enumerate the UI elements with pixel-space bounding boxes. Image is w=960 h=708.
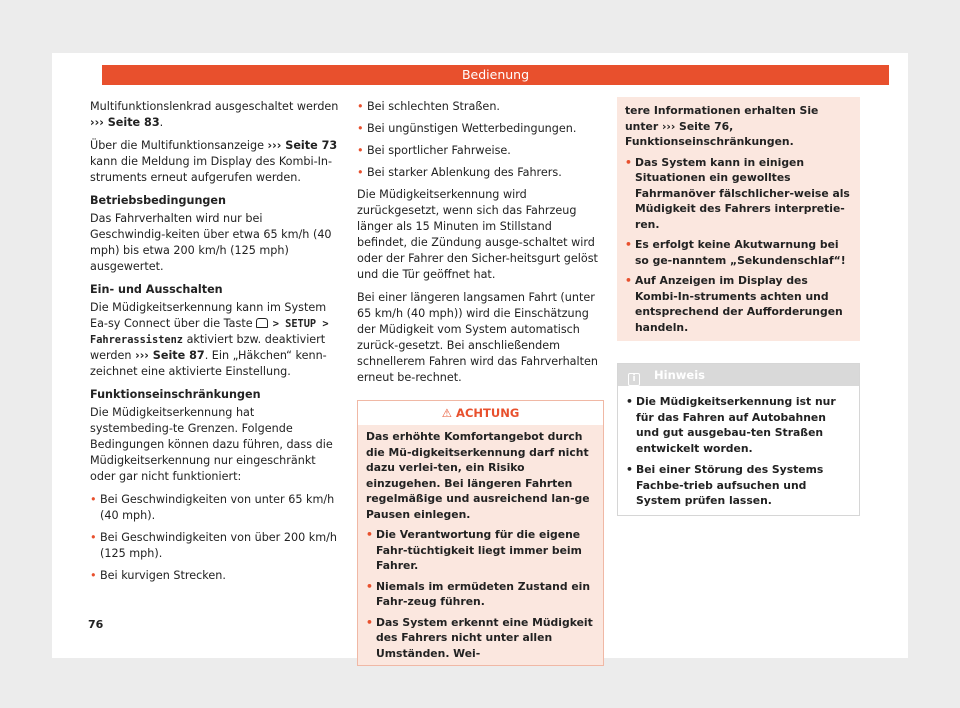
page-reference-link[interactable]: ››› Seite 87 (135, 349, 205, 362)
paragraph: Die Müdigkeitserkennung wird zurückgesetzt, wenn sich das Fahrzeug länger als 15 Minuten im Stillstand befindet, die Zündung ausge-schaltet wird oder der Fahrer den Sicher-heitsgurt gelöst und die Tür geöffnet hat. (357, 188, 598, 281)
list-item: • Bei einer Störung des Systems Fachbe-trieb aufsuchen und System prüfen lassen. (626, 463, 824, 507)
bullet-icon: • (357, 122, 364, 135)
page-reference-link[interactable]: ››› Seite 73 (267, 139, 338, 152)
list-item: • Bei schlechten Straßen. (357, 100, 500, 113)
paragraph: Bei einer längeren langsamen Fahrt (unter 65 km/h (40 mph)) wird die Einschätzung der Müdigkeit vom System automatisch zurück-gesetzt. Bei anschließendem schnellerem Fahren wird das Fahrverhalten erneut be-rechnet. (357, 291, 599, 384)
car-menu-icon (256, 318, 268, 328)
subheading: Betriebsbedingungen (90, 194, 226, 207)
bullet-icon: • (625, 155, 632, 169)
menu-path: > SETUP > Fahrerassistenz (90, 318, 329, 346)
bullet-icon: • (357, 144, 364, 157)
bullet-icon: • (366, 615, 373, 629)
list-item: • Niemals im ermüdeten Zustand ein Fahr-zeug führen. (366, 579, 591, 608)
warning-icon: ⚠ (441, 406, 453, 420)
bullet-icon: • (366, 528, 373, 541)
column-right (617, 99, 860, 516)
note-header (618, 364, 859, 386)
bullet-icon: • (626, 395, 633, 408)
bullet-icon: • (90, 569, 97, 582)
warning-body (358, 425, 603, 665)
bullet-icon: • (625, 274, 632, 287)
note-box (617, 363, 860, 516)
warning-box (357, 400, 604, 666)
list-item: • Bei Geschwindigkeiten von über 200 km/h (125 mph). (90, 531, 337, 560)
list-item: • Bei sportlicher Fahrweise. (357, 144, 511, 157)
note-title: Hinweis (654, 368, 705, 382)
note-body (618, 386, 859, 515)
paragraph: Über die Multifunktionsanzeige ››› Seite 73 kann die Meldung im Display des Kombi-In-struments erneut aufgerufen werden. (90, 139, 338, 184)
bullet-icon: • (625, 238, 632, 251)
list-item: • Auf Anzeigen im Display des Kombi-In-struments achten und entsprechend der Aufforderungen handeln. (625, 274, 843, 334)
warning-continuation (617, 97, 860, 341)
subheading: Funktionseinschränkungen (90, 388, 261, 401)
manual-page (52, 53, 908, 658)
paragraph: Das Fahrverhalten wird nur bei Geschwindig-keiten über etwa 65 km/h (40 mph) bis etwa 200 km/h (125 mph) ausgewertet. (90, 212, 332, 273)
bullet-icon: • (357, 166, 364, 179)
list-item: • Das System kann in einigen Situationen ein gewolltes Fahrmanöver fälschlicher-weise als Müdigkeit des Fahrers interpretie-ren. (625, 155, 850, 231)
section-header (102, 65, 889, 85)
warning-intro: Das erhöhte Komfortangebot durch die Mü-digkeitserkennung darf nicht dazu verlei-ten, ein Risiko einzugehen. Bei längeren Fahrten regelmäßige und ausreichend lan-ge Pausen einlegen. (366, 430, 590, 521)
column-middle (357, 99, 604, 666)
page-number: 76 (88, 618, 104, 631)
info-icon: i (628, 373, 640, 386)
list-item: • Bei Geschwindigkeiten von unter 65 km/h (40 mph). (90, 493, 335, 522)
list-item: • Bei starker Ablenkung des Fahrers. (357, 166, 562, 179)
list-item: • Das System erkennt eine Müdigkeit des Fahrers nicht unter allen Umständen. Wei- (366, 615, 593, 660)
bullet-icon: • (90, 531, 97, 544)
list-item: • Es erfolgt keine Akutwarnung bei so ge-nanntem „Sekundenschlaf“! (625, 238, 846, 267)
list-item: • Die Verantwortung für die eigene Fahr-tüchtigkeit liegt immer beim Fahrer. (366, 528, 582, 572)
column-left (90, 99, 340, 590)
page-reference-link[interactable]: ››› Seite 83 (90, 116, 160, 129)
bullet-icon: • (90, 493, 97, 506)
list-item: • Bei kurvigen Strecken. (90, 569, 226, 582)
bullet-icon: • (366, 579, 373, 593)
warning-header (358, 401, 603, 425)
paragraph: Multifunktionslenkrad ausgeschaltet werden ››› Seite 83. (90, 100, 339, 129)
section-title: Bedienung (461, 67, 530, 82)
bullet-icon: • (357, 100, 364, 113)
list-item: • Bei ungünstigen Wetterbedingungen. (357, 122, 577, 135)
list-item: • Die Müdigkeitserkennung ist nur für das Fahren auf Autobahnen und gut ausgebau-ten Straßen entwickelt worden. (626, 395, 836, 455)
subheading: Ein- und Ausschalten (90, 283, 223, 296)
page-reference-link[interactable]: ››› Seite 76, Funktionseinschränkungen (625, 119, 790, 148)
paragraph: Die Müdigkeitserkennung kann im System Ea-sy Connect über die Taste > SETUP > Fahrerassistenz aktiviert bzw. deaktiviert werden ››› Seite 87. Ein „Häkchen“ kenn-zeichnet eine aktivierte Einstellung. (90, 301, 329, 378)
paragraph: Die Müdigkeitserkennung hat systembeding-te Grenzen. Folgende Bedingungen können dazu führen, dass die Müdigkeitserkennung nur eingeschränkt oder gar nicht funktioniert: (90, 406, 333, 483)
paragraph: tere Informationen erhalten Sie unter ››› Seite 76, Funktionseinschränkungen. (625, 104, 819, 148)
bullet-icon: • (626, 463, 633, 476)
warning-title: ACHTUNG (456, 406, 520, 420)
